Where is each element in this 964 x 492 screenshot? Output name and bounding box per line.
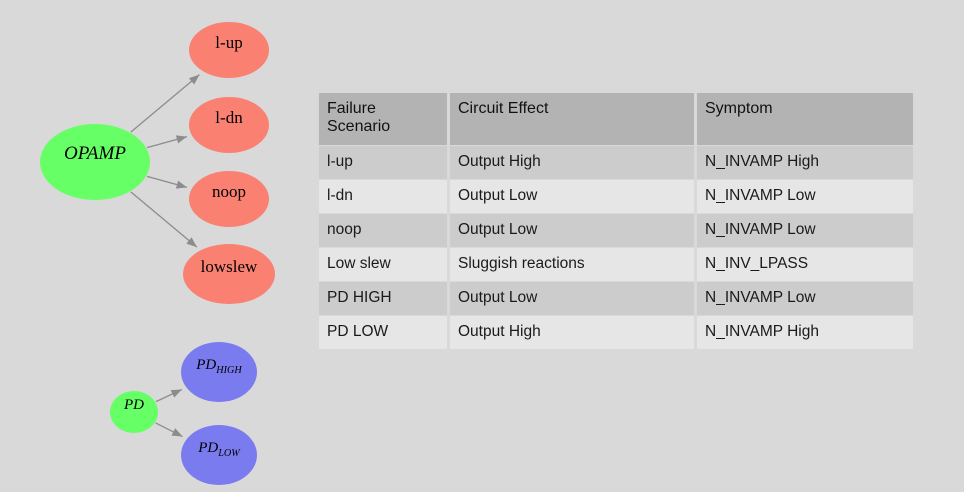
cell-symptom: N_INVAMP High (697, 316, 913, 349)
cell-failure-scenario: l-dn (319, 180, 447, 213)
failure-scenario-table (316, 92, 916, 350)
cell-failure-scenario: l-up (319, 146, 447, 179)
cell-circuit-effect: Sluggish reactions (450, 248, 694, 281)
cell-circuit-effect: Output Low (450, 180, 694, 213)
table-row (319, 248, 913, 281)
graph-node-label-text: l-up (215, 33, 243, 52)
cell-circuit-effect: Output Low (450, 214, 694, 247)
table-head (319, 93, 913, 145)
cell-symptom: N_INVAMP High (697, 146, 913, 179)
cell-failure-scenario: PD LOW (319, 316, 447, 349)
graph-node-label-text: $PD_{LOW}$ (198, 440, 240, 459)
table-row (319, 316, 913, 349)
table-row (319, 282, 913, 315)
graph-edge (156, 423, 183, 437)
graph-edge (156, 389, 182, 401)
graph-edge (131, 192, 197, 247)
column-header-failure-scenario-line1: Failure (327, 100, 376, 117)
graph-edge (147, 137, 187, 148)
graph-node-pd-high[interactable] (181, 342, 257, 402)
graph-node-noop[interactable] (189, 171, 269, 227)
table-body (319, 146, 913, 349)
graph-svg (0, 0, 310, 492)
graph-node-label-text: OPAMP (64, 143, 126, 164)
cell-circuit-effect: Output High (450, 316, 694, 349)
graph-edge (147, 176, 187, 187)
graph-node-lowslew[interactable] (183, 244, 275, 304)
cell-failure-scenario: PD HIGH (319, 282, 447, 315)
graph-node-l-up[interactable] (189, 22, 269, 78)
graph-node-label-text: PD (124, 397, 144, 413)
graph-nodes (40, 22, 275, 485)
cell-symptom: N_INVAMP Low (697, 214, 913, 247)
cell-circuit-effect: Output High (450, 146, 694, 179)
cell-symptom: N_INVAMP Low (697, 180, 913, 213)
table-header-row (319, 93, 913, 145)
failure-mode-graph (0, 0, 310, 492)
column-header-symptom: Symptom (697, 93, 913, 145)
column-header-failure-scenario (319, 93, 447, 145)
graph-node-opamp[interactable] (40, 124, 150, 200)
graph-node-label-subscript: LOW (218, 448, 240, 459)
graph-node-l-dn[interactable] (189, 97, 269, 153)
cell-failure-scenario: Low slew (319, 248, 447, 281)
failure-table-wrap (316, 92, 916, 350)
graph-node-label-subscript: HIGH (216, 365, 242, 376)
graph-node-pd[interactable] (110, 391, 158, 433)
cell-failure-scenario: noop (319, 214, 447, 247)
graph-node-pd-low[interactable] (181, 425, 257, 485)
column-header-circuit-effect: Circuit Effect (450, 93, 694, 145)
cell-circuit-effect: Output Low (450, 282, 694, 315)
graph-node-label-text: noop (212, 182, 246, 201)
cell-symptom: N_INVAMP Low (697, 282, 913, 315)
cell-symptom: N_INV_LPASS (697, 248, 913, 281)
column-header-failure-scenario-line2: Scenario (327, 118, 391, 135)
graph-node-label-text: l-dn (215, 108, 243, 127)
graph-node-label-text: lowslew (200, 257, 258, 276)
table-row (319, 214, 913, 247)
table-row (319, 180, 913, 213)
graph-node-label-text: $PD_{HIGH}$ (196, 357, 242, 376)
table-row (319, 146, 913, 179)
